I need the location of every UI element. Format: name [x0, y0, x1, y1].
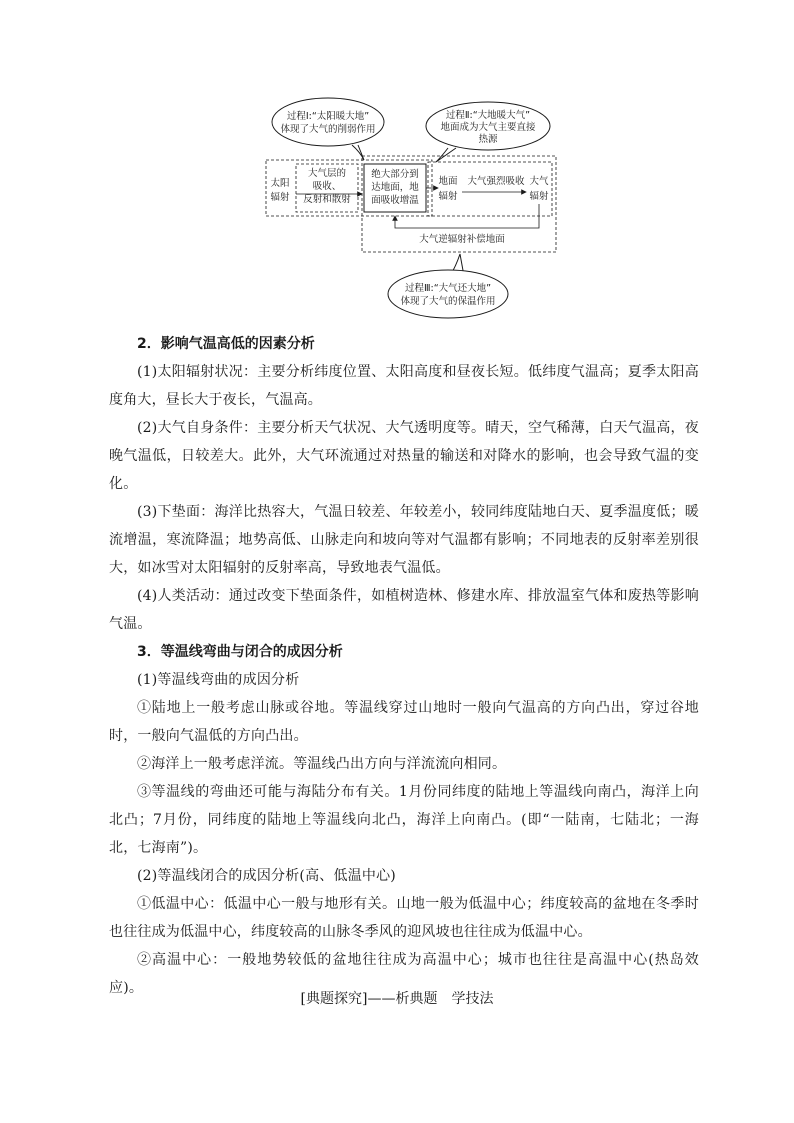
- bubble2-line1: 过程Ⅱ:“大地暖大气”: [445, 110, 531, 121]
- atm-rad-line1: 大气: [529, 176, 549, 187]
- paragraph-atmosphere: (2)大气自身条件：主要分析天气状况、大气透明度等。晴天，空气稀薄，白天气温高，夜晚气温低，日较差大。此外，大气环流通过对热量的输送和对降水的影响，也会导致气温的变化。: [109, 420, 699, 492]
- atmosphere-heating-diagram: [262, 96, 562, 326]
- paragraph-isotherm-bend-title: (1)等温线弯曲的成因分析: [137, 672, 300, 688]
- atm-line3: 反射和散射: [303, 194, 351, 205]
- bubble2-line3: 热源: [478, 134, 498, 145]
- bubble-process-3: [388, 254, 508, 318]
- sun-rad-line2: 辐射: [270, 192, 290, 203]
- back-rad-label: 大气逆辐射补偿地面: [419, 234, 505, 245]
- paragraph-land: ①陆地上一般考虑山脉或谷地。等温线穿过山地时一般向气温高的方向凸出，穿过谷地时，一般向气温低的方向凸出。: [109, 700, 699, 744]
- ground-line1: 绝大部分到: [371, 169, 419, 180]
- frame-process-2: [428, 162, 552, 216]
- sun-rad-line1: 太阳: [270, 178, 290, 189]
- ground-rad-line2: 辐射: [438, 191, 458, 202]
- paragraph-land-sea: ③等温线的弯曲还可能与海陆分布有关。1月份同纬度的陆地上等温线向南凸，海洋上向北凸；7月份，同纬度的陆地上等温线向北凸，海洋上向南凸。(即“一陆南，七陆北；一海北，七海南”)。: [109, 784, 699, 856]
- bubble1-line2: 体现了大气的削弱作用: [280, 124, 376, 135]
- ground-line3: 面吸收增温: [371, 195, 419, 206]
- bubble1-line1: 过程Ⅰ:“太阳暖大地”: [286, 111, 370, 122]
- section-heading-3: 3．等温线弯曲与闭合的成因分析: [137, 644, 343, 660]
- bubble-process-1: [272, 98, 384, 160]
- ground-rad-line1: 地面: [438, 176, 458, 187]
- section-footer-title: [典题探究]——析典题 学技法: [300, 991, 494, 1007]
- bubble3-line2: 体现了大气的保温作用: [400, 296, 496, 307]
- paragraph-low-center: ①低温中心：低温中心一般与地形有关。山地一般为低温中心；纬度较高的盆地在冬季时也往往成为低温中心，纬度较高的山脉冬季风的迎风坡也往往成为低温中心。: [109, 896, 699, 940]
- paragraph-high-center: ②高温中心：一般地势较低的盆地往往成为高温中心；城市也往往是高温中心(热岛效应)。: [109, 952, 699, 996]
- paragraph-closure-title: (2)等温线闭合的成因分析(高、低温中心): [137, 868, 396, 884]
- atm-line2: 吸收、: [312, 181, 342, 192]
- atm-rad-line2: 辐射: [529, 191, 549, 202]
- bubble3-line1: 过程Ⅲ:“大气还大地”: [404, 283, 492, 294]
- paragraph-solar-radiation: (1)太阳辐射状况：主要分析纬度位置、太阳高度和昼夜长短。低纬度气温高；夏季太阳高度角大，昼长大于夜长，气温高。: [109, 364, 699, 408]
- atm-line1: 大气层的: [307, 168, 347, 179]
- paragraph-ocean: ②海洋上一般考虑洋流。等温线凸出方向与洋流流向相同。: [137, 756, 507, 772]
- bubble-process-2: [426, 102, 550, 162]
- paragraph-human-activity: (4)人类活动：通过改变下垫面条件，如植树造林、修建水库、排放温室气体和废热等影响气温。: [109, 588, 699, 632]
- bubble2-line2: 地面成为大气主要直接: [440, 122, 536, 133]
- absorb-label: 大气强烈吸收: [467, 176, 525, 187]
- section-heading-2: 2．影响气温高低的因素分析: [137, 336, 315, 352]
- paragraph-underlying-surface: (3)下垫面：海洋比热容大，气温日较差、年较差小，较同纬度陆地白天、夏季温度低；暖流增温，寒流降温；地势高低、山脉走向和坡向等对气温都有影响；不同地表的反射率差别很大，如冰雪对太阳辐射的反射率高，导致地表气温低。: [109, 504, 699, 576]
- content-body: [109, 330, 699, 1002]
- ground-line2: 达地面，地: [371, 182, 419, 193]
